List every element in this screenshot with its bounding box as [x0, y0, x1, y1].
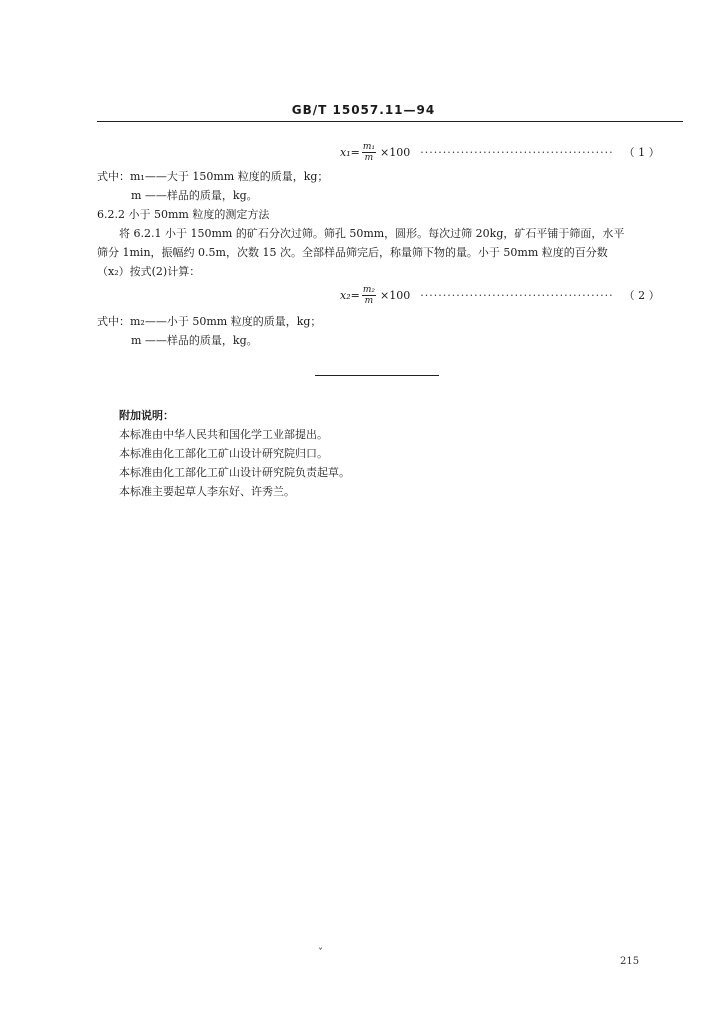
- equation-2-multiplier: ×100: [380, 288, 411, 302]
- page-number: 215: [620, 956, 640, 967]
- additional-note-line: 本标准由化工部化工矿山设计研究院负责起草。: [119, 466, 350, 479]
- equation-2-fraction: [362, 285, 376, 306]
- equation-1-fraction: [362, 142, 376, 163]
- equation-2-denominator: m: [364, 295, 374, 306]
- section-paragraph-line-1: 将 6.2.1 小于 150mm 的矿石分次过筛。筛孔 50mm，圆形。每次过筛 20kg，矿石平铺于筛面，水平: [119, 227, 625, 240]
- equation-1-numerator: m₁: [362, 141, 375, 152]
- equation-2-number: （ 2 ）: [623, 289, 660, 302]
- equation-1-number: （ 1 ）: [623, 146, 660, 159]
- header-rule: [97, 121, 683, 122]
- equation-2: [340, 283, 660, 307]
- equation-1-lhs: x₁=: [340, 145, 360, 159]
- scan-mark: ˇ: [318, 948, 323, 959]
- where-2-line-2: m ——样品的质量，kg。: [131, 334, 258, 347]
- additional-note-line: 本标准由中华人民共和国化学工业部提出。: [119, 428, 328, 441]
- where-2-line-1: 式中：m₂——小于 50mm 粒度的质量，kg；: [97, 315, 322, 328]
- equation-1-denominator: m: [364, 152, 374, 163]
- equation-1: [340, 140, 660, 164]
- section-paragraph-line-3: （x₂）按式(2)计算：: [97, 265, 201, 278]
- where-1-line-2: m ——样品的质量，kg。: [131, 189, 258, 202]
- equation-2-numerator: m₂: [362, 284, 375, 295]
- standard-code-header: GB/T 15057.11—94: [291, 103, 436, 117]
- equation-2-lhs: x₂=: [340, 288, 360, 302]
- additional-note-line: 本标准由化工部化工矿山设计研究院归口。: [119, 447, 328, 460]
- equation-1-multiplier: ×100: [380, 145, 411, 159]
- where-1-line-1: 式中：m₁——大于 150mm 粒度的质量，kg；: [97, 170, 329, 183]
- equation-1-leader-dots: ···········································: [420, 145, 614, 159]
- equation-2-leader-dots: ···········································: [420, 288, 614, 302]
- section-heading: 6.2.2 小于 50mm 粒度的测定方法: [97, 208, 270, 221]
- additional-notes-title: 附加说明：: [119, 409, 174, 422]
- section-paragraph-line-2: 筛分 1min，振幅约 0.5m，次数 15 次。全部样品筛完后，称量筛下物的量。小于 50mm 粒度的百分数: [97, 246, 608, 259]
- additional-note-line: 本标准主要起草人李东好、许秀兰。: [119, 485, 295, 498]
- section-separator-rule: [315, 375, 439, 376]
